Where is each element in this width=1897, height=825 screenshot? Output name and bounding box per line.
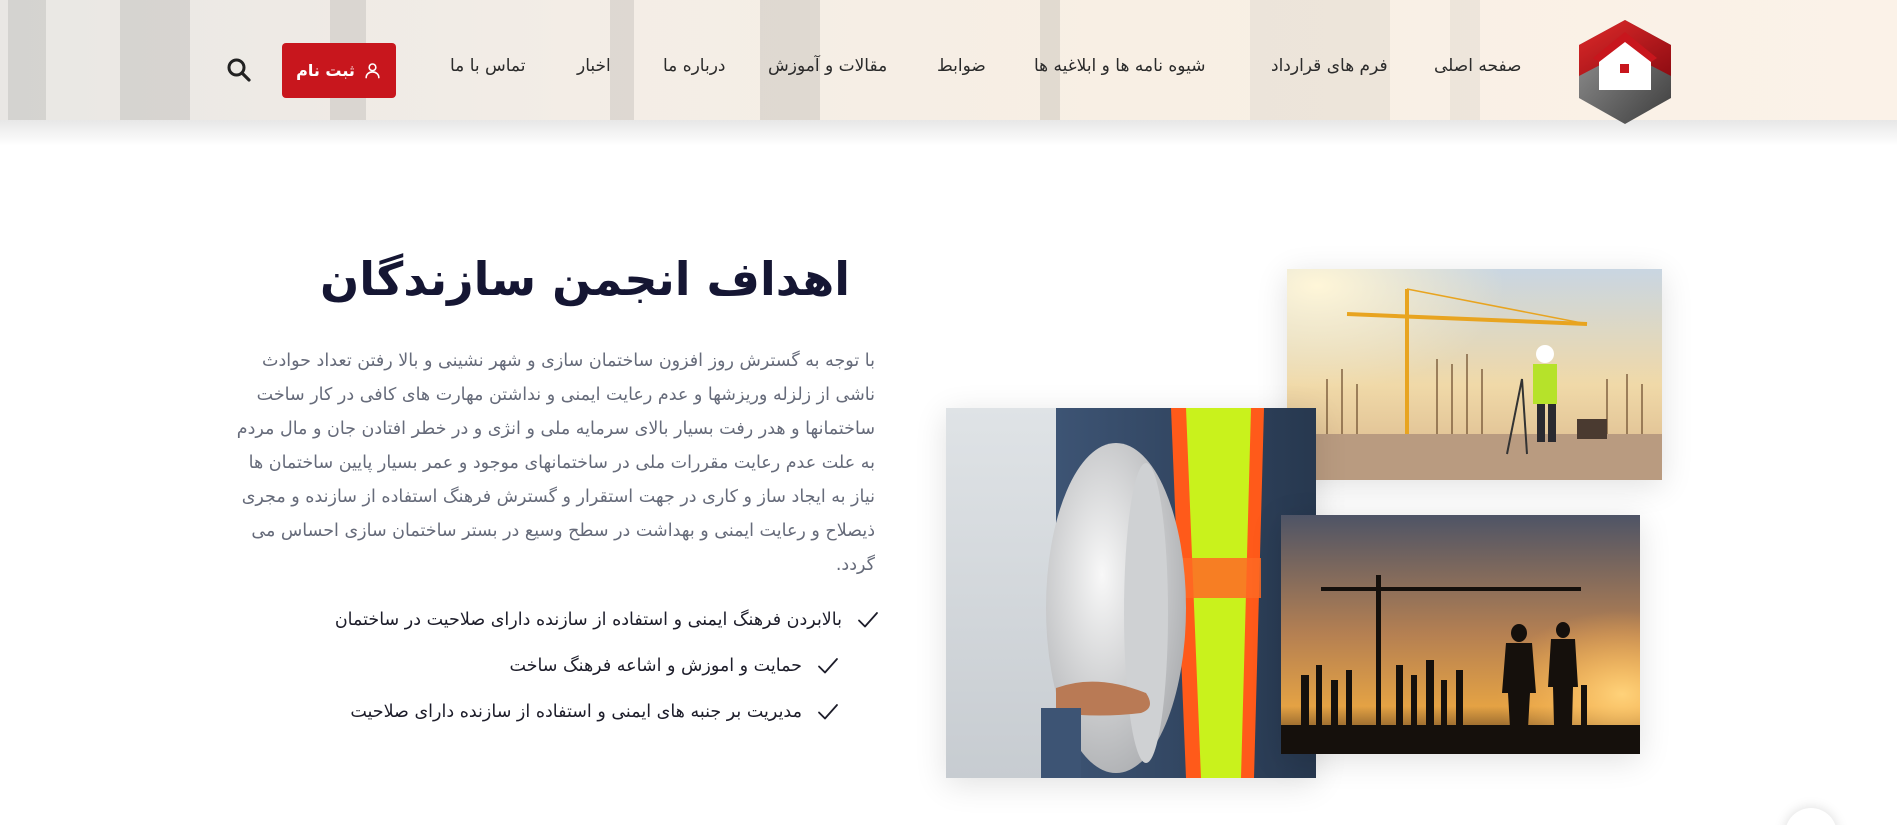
list-item: [335, 603, 880, 637]
nav-item-home[interactable]: صفحه اصلی: [1434, 56, 1522, 76]
check-icon: [816, 700, 840, 724]
list-item: [509, 649, 840, 683]
section-title: اهداف انجمن سازندگان: [319, 252, 850, 306]
nav-item-contact[interactable]: تماس با ما: [450, 56, 526, 76]
nav-item-articles[interactable]: مقالات و آموزش: [768, 56, 888, 76]
search-icon[interactable]: [225, 56, 253, 84]
nav-item-about[interactable]: درباره ما: [663, 56, 726, 76]
feature-text: بالابردن فرهنگ ایمنی و استفاده از سازنده دارای صلاحیت در ساختمان: [334, 610, 842, 630]
nav-item-regulations[interactable]: ضوابط: [937, 56, 986, 76]
intro-paragraph: با توجه به گسترش روز افزون ساختمان سازی و شهر نشینی و بالا رفتن تعداد حوادث ناشی از زلزله وریزشها و عدم رعایت ایمنی و نداشتن مهارت های کافی در کار ساخت ساختمانها و هدر رفت بسیار بالای سرمایه ملی و انژی و در خطر افتادن جان و مال مردم به علت عدم رعایت مقررات ملی در ساختمانهای موجود و عمر بسیار پایین ساختمان ها نیاز به ایجاد ساز و کاری در جهت استقرار و گسترش فرهنگ استفاده از سازنده و مجری ذیصلاح و رعایت ایمنی و بهداشت در سطح وسیع در بستر ساختمان سازی احساس می گردد.: [236, 351, 875, 575]
check-icon: [856, 608, 880, 632]
scroll-top-button[interactable]: [1785, 808, 1837, 825]
register-button[interactable]: [282, 43, 396, 98]
list-item: [350, 695, 840, 729]
feature-text: مدیریت بر جنبه های ایمنی و استفاده از سازنده دارای صلاحیت: [350, 702, 802, 722]
feature-text: حمایت و اموزش و اشاعه فرهنگ ساخت: [509, 656, 802, 676]
user-icon: [363, 61, 382, 80]
sunset-silhouette-photo: [1281, 515, 1640, 754]
register-label: ثبت نام: [296, 61, 355, 80]
construction-site-photo: [1287, 269, 1662, 480]
check-icon: [816, 654, 840, 678]
nav-item-contract-forms[interactable]: فرم های قرارداد: [1271, 56, 1388, 76]
nav-item-guidelines[interactable]: شیوه نامه ها و ابلاغیه ها: [1034, 56, 1206, 76]
worker-helmet-photo: [946, 408, 1316, 778]
nav-item-news[interactable]: اخبار: [577, 56, 611, 76]
